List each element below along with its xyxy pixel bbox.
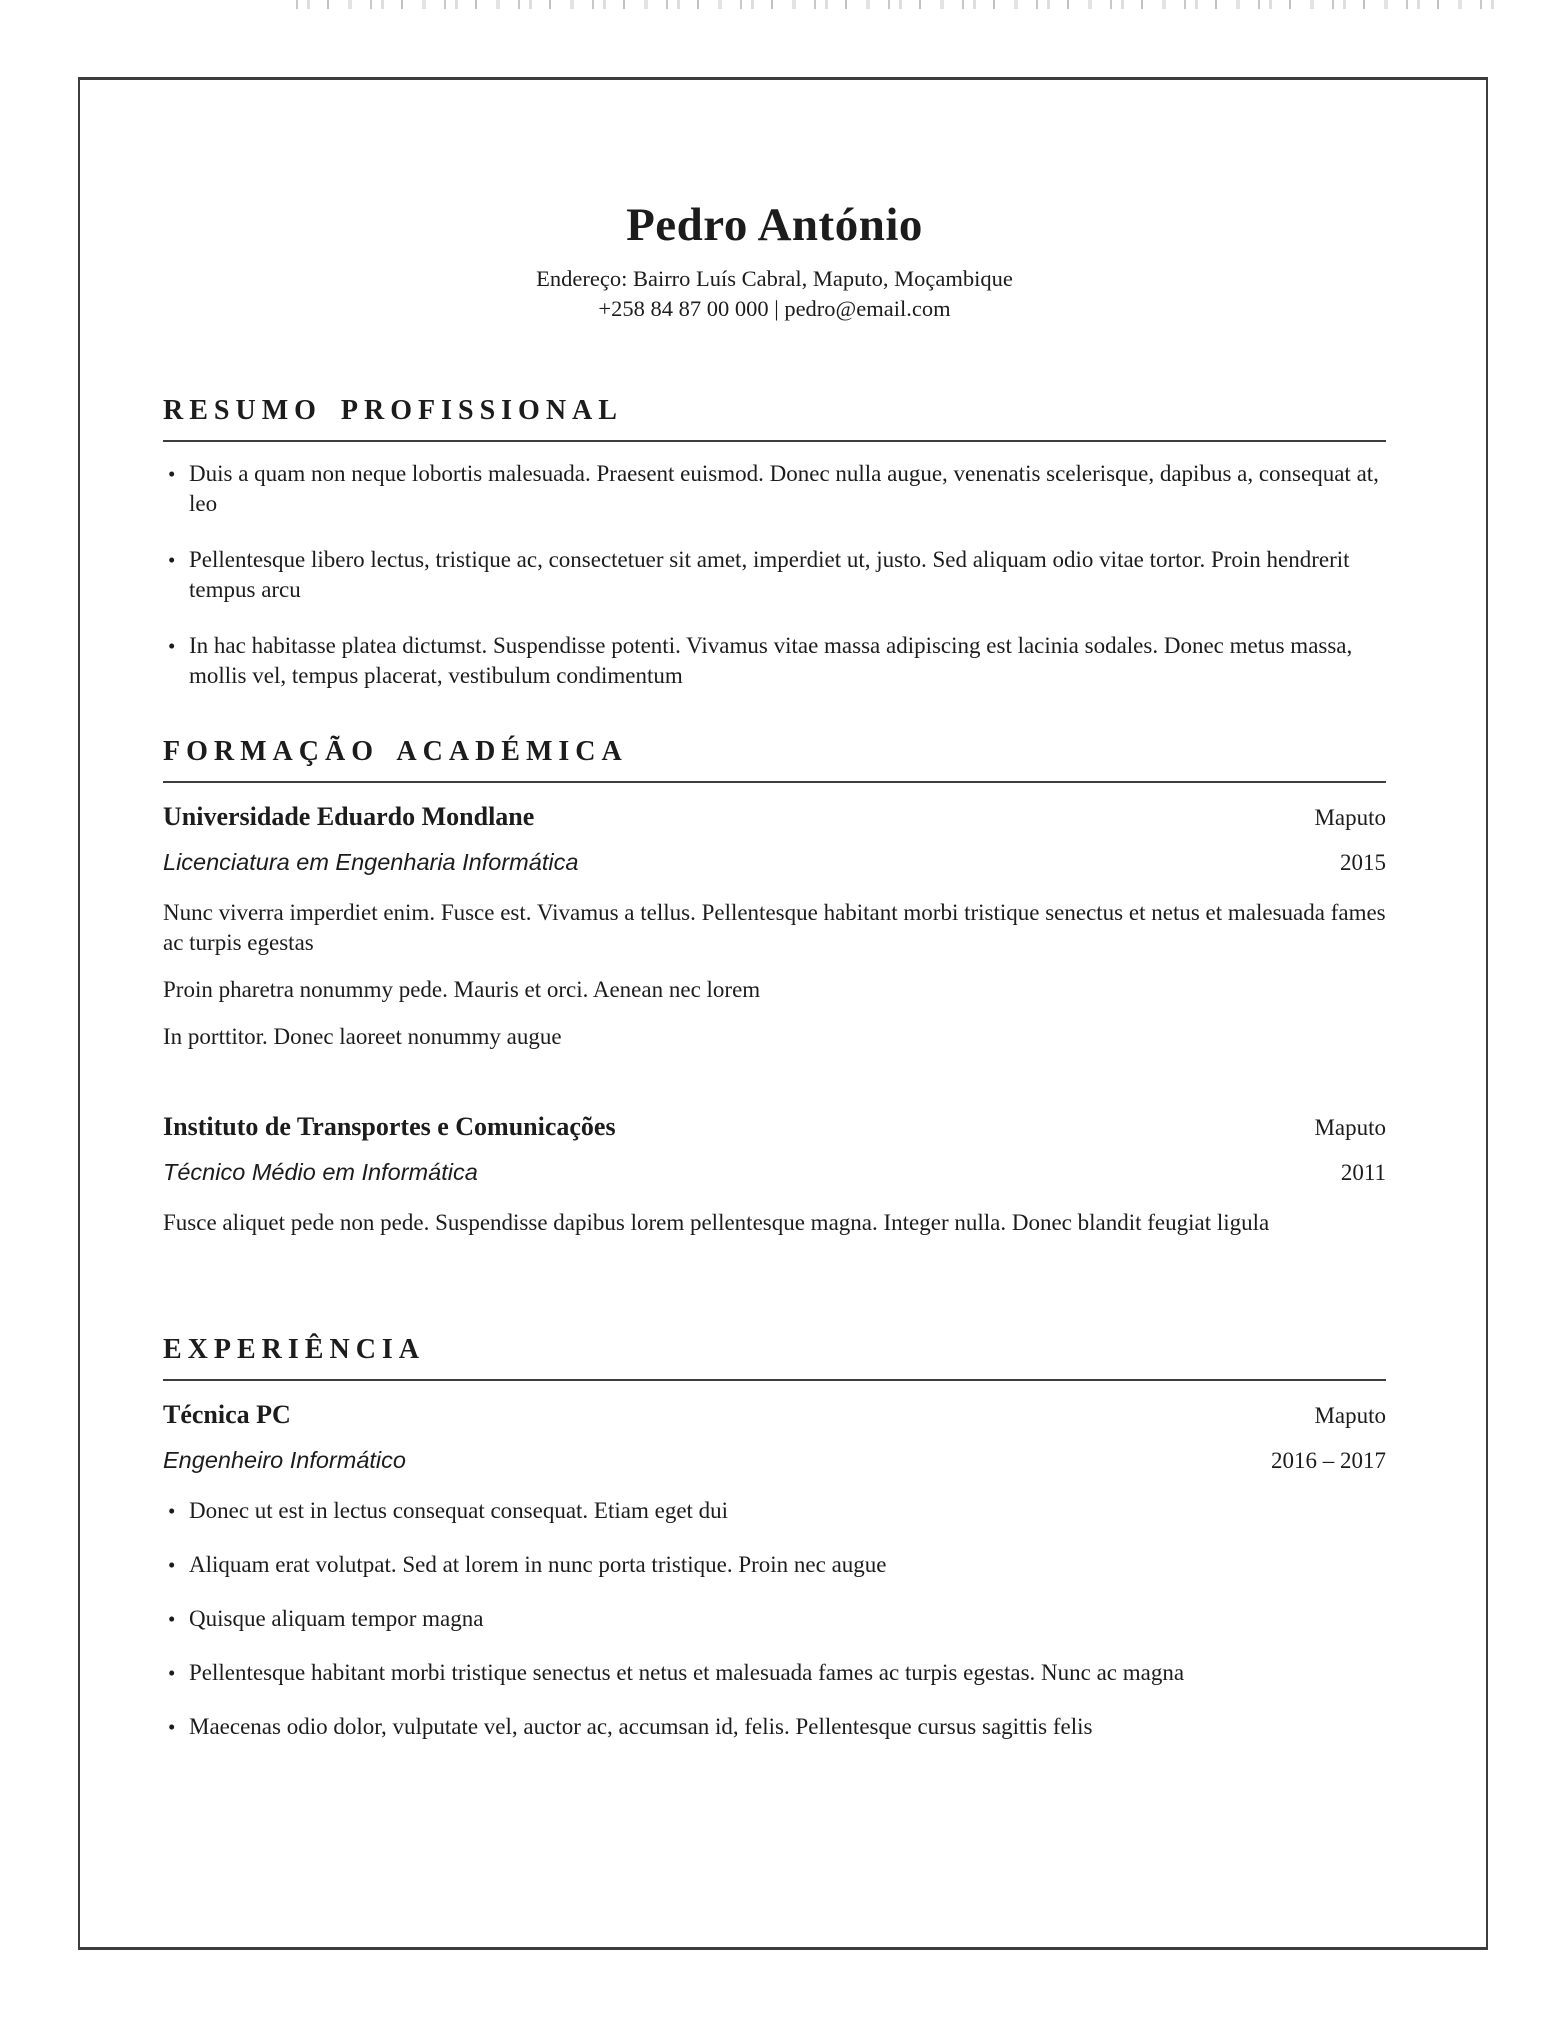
resume-header [163, 198, 1386, 324]
bullet-icon: • [168, 548, 176, 572]
section-title-experiencia: EXPERIÊNCIA [163, 1334, 426, 1365]
education-paragraph: In porttitor. Donec laoreet nonummy augue [163, 1024, 562, 1049]
bullet-icon: • [168, 1499, 176, 1523]
list-item [163, 1658, 1386, 1688]
entry-role-row [163, 1444, 1386, 1476]
bullet-icon: • [168, 1607, 176, 1631]
page-top-artifact [296, 0, 1494, 9]
contact-address: Endereço: Bairro Luís Cabral, Maputo, Moçambique [536, 266, 1013, 291]
education-paragraph: Fusce aliquet pede non pede. Suspendisse dapibus lorem pellentesque magna. Integer nulla. Donec blandit feugiat ligula [163, 1210, 1270, 1235]
list-item [163, 1712, 1386, 1742]
entry-year: 2015 [1340, 850, 1386, 875]
section-divider [163, 1379, 1386, 1381]
degree-title: Licenciatura em Engenharia Informática [163, 849, 579, 875]
bullet-icon: • [168, 634, 176, 658]
section-experiencia [163, 1333, 1386, 1742]
bullet-text: Donec ut est in lectus consequat consequat. Etiam eget dui [189, 1498, 729, 1523]
entry-header-row [163, 1398, 1386, 1432]
entry-location: Maputo [1314, 805, 1386, 830]
bullet-icon: • [168, 462, 176, 486]
company-name: Técnica PC [163, 1400, 291, 1429]
degree-title: Técnico Médio em Informática [163, 1159, 478, 1185]
entry-dates: 2016 – 2017 [1271, 1448, 1386, 1473]
list-item [163, 1496, 1386, 1526]
list-item [163, 1550, 1386, 1580]
contact-phone-email: +258 84 87 00 000 | pedro@email.com [598, 296, 951, 321]
entry-year: 2011 [1340, 1160, 1386, 1185]
institution-name: Instituto de Transportes e Comunicações [163, 1112, 616, 1141]
education-paragraph: Nunc viverra imperdiet enim. Fusce est. Vivamus a tellus. Pellentesque habitant morbi tristique senectus et netus et malesuada fames ac turpis egestas [163, 900, 1386, 955]
list-item [163, 459, 1386, 519]
bullet-text: Pellentesque libero lectus, tristique ac, consectetuer sit amet, imperdiet ut, justo. Sed aliquam odio vitae tortor. Proin hendrerit tempus arcu [189, 547, 1350, 602]
section-title-formacao: FORMAÇÃO ACADÉMICA [163, 736, 628, 767]
bullet-text: Duis a quam non neque lobortis malesuada. Praesent euismod. Donec nulla augue, venenatis scelerisque, dapibus a, consequat at, leo [189, 461, 1379, 516]
person-name: Pedro António [626, 199, 923, 251]
education-entry [163, 1110, 1386, 1238]
section-divider [163, 440, 1386, 442]
education-paragraph: Proin pharetra nonummy pede. Mauris et orci. Aenean nec lorem [163, 977, 761, 1002]
entry-degree-row [163, 846, 1386, 878]
bullet-text: In hac habitasse platea dictumst. Suspendisse potenti. Vivamus vitae massa adipiscing est lacinia sodales. Donec metus massa, mollis vel, tempus placerat, vestibulum condimentum [189, 633, 1353, 688]
bullet-text: Aliquam erat volutpat. Sed at lorem in nunc porta tristique. Proin nec augue [189, 1552, 887, 1577]
bullet-icon: • [168, 1553, 176, 1577]
resume-sheet [78, 77, 1488, 1950]
role-title: Engenheiro Informático [163, 1447, 406, 1473]
bullet-text: Pellentesque habitant morbi tristique senectus et netus et malesuada fames ac turpis egestas. Nunc ac magna [189, 1660, 1185, 1685]
entry-header-row [163, 1110, 1386, 1144]
list-item [163, 631, 1386, 691]
institution-name: Universidade Eduardo Mondlane [163, 802, 535, 831]
list-item [163, 545, 1386, 605]
experience-entry [163, 1398, 1386, 1742]
list-item [163, 1604, 1386, 1634]
section-resumo [163, 394, 1386, 691]
section-title-resumo: RESUMO PROFISSIONAL [163, 395, 623, 426]
bullet-icon: • [168, 1661, 176, 1685]
education-entry [163, 800, 1386, 1052]
entry-location: Maputo [1314, 1403, 1386, 1428]
section-formacao [163, 735, 1386, 1238]
experience-list [163, 1496, 1386, 1742]
summary-list [163, 459, 1386, 691]
resume-content [80, 80, 1486, 1742]
bullet-text: Quisque aliquam tempor magna [189, 1606, 484, 1631]
bullet-text: Maecenas odio dolor, vulputate vel, auctor ac, accumsan id, felis. Pellentesque cursus sagittis felis [189, 1714, 1093, 1739]
entry-location: Maputo [1314, 1115, 1386, 1140]
entry-degree-row [163, 1156, 1386, 1188]
entry-header-row [163, 800, 1386, 834]
section-divider [163, 781, 1386, 783]
bullet-icon: • [168, 1715, 176, 1739]
